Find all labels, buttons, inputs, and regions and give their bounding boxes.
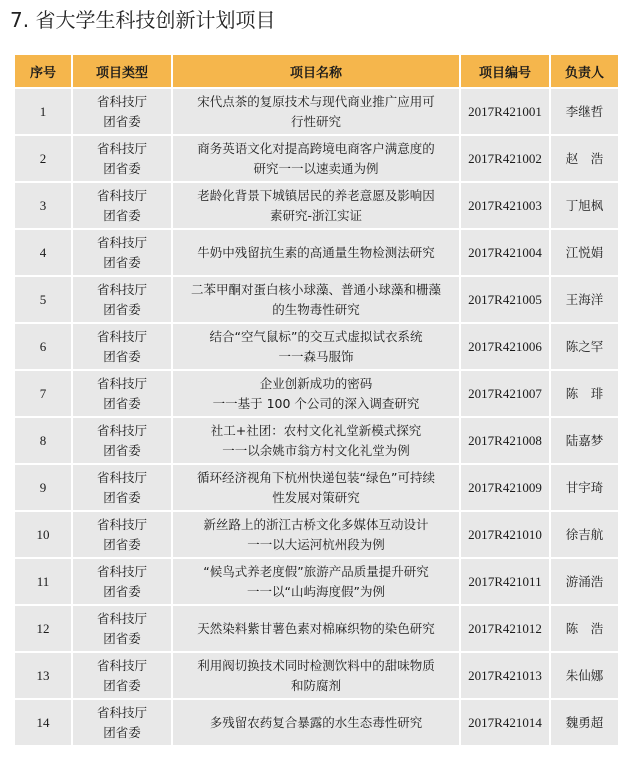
project-leader: 朱仙娜 [551,653,618,698]
project-code: 2017R421003 [461,183,549,228]
row-index: 2 [15,136,71,181]
project-type-line: 团省委 [103,583,141,599]
table-row [15,371,618,416]
project-leader: 王海洋 [551,277,618,322]
project-type-line: 省科技厅 [96,93,147,109]
table-row [15,230,618,275]
project-name-line: 一一以大运河杭州段为例 [247,536,385,552]
row-index: 3 [15,183,71,228]
project-name-line: 商务英语文化对提高跨境电商客户满意度的 [197,140,435,156]
project-code: 2017R421014 [461,700,549,745]
table-row [15,653,618,698]
project-leader: 甘宇琦 [551,465,618,510]
project-type-cell [73,512,171,557]
project-type-line: 省科技厅 [96,422,147,438]
project-name-line: 多残留农药复合暴露的水生态毒性研究 [209,714,423,730]
project-name-cell [173,512,459,557]
project-type-cell [73,324,171,369]
project-code: 2017R421011 [461,559,549,604]
table-row [15,89,618,134]
project-code: 2017R421012 [461,606,549,651]
table-row [15,277,618,322]
project-type-line: 团省委 [103,630,141,646]
project-code: 2017R421001 [461,89,549,134]
project-name-line: 一一以“山屿海度假”为例 [247,583,385,599]
project-name-line: “候鸟式养老度假”旅游产品质量提升研究 [203,563,429,579]
row-index: 4 [15,230,71,275]
column-header-leader: 负责人 [551,55,618,87]
project-code: 2017R421004 [461,230,549,275]
project-name-cell [173,136,459,181]
project-leader: 江悦娟 [551,230,618,275]
project-code: 2017R421013 [461,653,549,698]
project-name-cell [173,277,459,322]
project-type-line: 省科技厅 [96,281,147,297]
row-index: 5 [15,277,71,322]
project-leader: 徐吉航 [551,512,618,557]
project-name-line: 企业创新成功的密码 [259,375,373,391]
project-type-cell [73,230,171,275]
project-type-line: 省科技厅 [96,610,147,626]
project-type-line: 省科技厅 [96,469,147,485]
project-name-line: 天然染料紫甘薯色素对棉麻织物的染色研究 [197,620,435,636]
table-row [15,512,618,557]
project-type-cell [73,606,171,651]
project-type-line: 团省委 [103,113,141,129]
project-code: 2017R421008 [461,418,549,463]
project-name-line: 循环经济视角下杭州快递包装“绿色”可持续 [197,469,435,485]
row-index: 12 [15,606,71,651]
table-row [15,465,618,510]
project-type-line: 省科技厅 [96,140,147,156]
project-leader: 魏勇超 [551,700,618,745]
table-header-row [15,55,618,87]
project-name-line: 一一森马服饰 [278,348,354,364]
project-type-cell [73,183,171,228]
project-type-line: 团省委 [103,724,141,740]
project-type-line: 团省委 [103,207,141,223]
project-name-line: 研究一一以速卖通为例 [253,160,379,176]
project-type-line: 省科技厅 [96,563,147,579]
table-body [15,89,618,745]
project-type-cell [73,371,171,416]
project-type-line: 团省委 [103,677,141,693]
row-index: 13 [15,653,71,698]
project-type-line: 团省委 [103,395,141,411]
row-index: 10 [15,512,71,557]
project-type-line: 团省委 [103,301,141,317]
project-type-line: 团省委 [103,536,141,552]
table-row [15,183,618,228]
project-name-line: 一一基于 100 个公司的深入调查研究 [212,395,420,411]
project-name-cell [173,559,459,604]
project-code: 2017R421009 [461,465,549,510]
project-code: 2017R421002 [461,136,549,181]
project-type-line: 团省委 [103,254,141,270]
project-name-line: 二苯甲酮对蛋白核小球藻、普通小球藻和栅藻 [190,281,441,297]
project-name-cell [173,606,459,651]
table-row [15,559,618,604]
project-name-line: 社工+社团：农村文化礼堂新模式探究 [210,422,422,438]
project-name-cell [173,230,459,275]
column-header-code: 项目编号 [461,55,549,87]
project-type-cell [73,700,171,745]
section-title: 7. 省大学生科技创新计划项目 [10,8,276,32]
row-index: 6 [15,324,71,369]
project-leader: 赵 浩 [551,136,618,181]
project-leader: 李继哲 [551,89,618,134]
project-name-line: 素研究-浙江实证 [269,207,362,223]
project-leader: 游涌浩 [551,559,618,604]
projects-table [13,53,620,747]
project-type-cell [73,277,171,322]
project-name-cell [173,465,459,510]
project-type-line: 团省委 [103,160,141,176]
project-type-cell [73,653,171,698]
project-name-cell [173,324,459,369]
project-type-line: 团省委 [103,442,141,458]
project-type-line: 省科技厅 [96,657,147,673]
project-type-cell [73,559,171,604]
row-index: 7 [15,371,71,416]
row-index: 8 [15,418,71,463]
table-row [15,418,618,463]
project-name-line: 牛奶中残留抗生素的高通量生物检测法研究 [197,244,435,260]
project-leader: 陈 琲 [551,371,618,416]
project-name-line: 行性研究 [290,113,341,129]
project-type-line: 省科技厅 [96,375,147,391]
project-name-line: 一一以余姚市翁方村文化礼堂为例 [222,442,410,458]
row-index: 14 [15,700,71,745]
project-name-line: 老龄化背景下城镇居民的养老意愿及影响因 [197,187,435,203]
project-name-cell [173,183,459,228]
table-row [15,324,618,369]
table-row [15,136,618,181]
project-type-cell [73,89,171,134]
project-name-line: 新丝路上的浙江古桥文化多媒体互动设计 [203,516,429,532]
project-type-line: 省科技厅 [96,704,147,720]
column-header-name: 项目名称 [173,55,459,87]
project-name-line: 结合“空气鼠标”的交互式虚拟试衣系统 [209,328,423,344]
project-type-line: 省科技厅 [96,187,147,203]
project-leader: 丁旭枫 [551,183,618,228]
table-row [15,606,618,651]
project-code: 2017R421007 [461,371,549,416]
row-index: 1 [15,89,71,134]
project-type-line: 团省委 [103,489,141,505]
project-code: 2017R421010 [461,512,549,557]
project-name-line: 和防腐剂 [290,677,341,693]
project-leader: 陈之罕 [551,324,618,369]
project-name-line: 性发展对策研究 [272,489,360,505]
project-code: 2017R421006 [461,324,549,369]
project-name-line: 的生物毒性研究 [272,301,360,317]
project-name-line: 利用阀切换技术同时检测饮料中的甜味物质 [197,657,435,673]
project-name-cell [173,653,459,698]
project-type-cell [73,465,171,510]
project-type-line: 省科技厅 [96,516,147,532]
project-leader: 陈 浩 [551,606,618,651]
column-header-index: 序号 [15,55,71,87]
row-index: 11 [15,559,71,604]
project-type-line: 团省委 [103,348,141,364]
column-header-type: 项目类型 [73,55,171,87]
project-type-cell [73,418,171,463]
project-name-cell [173,418,459,463]
row-index: 9 [15,465,71,510]
project-name-cell [173,89,459,134]
project-code: 2017R421005 [461,277,549,322]
table-row [15,700,618,745]
project-name-cell [173,700,459,745]
project-type-line: 省科技厅 [96,234,147,250]
project-leader: 陆嘉梦 [551,418,618,463]
project-name-cell [173,371,459,416]
project-name-line: 宋代点茶的复原技术与现代商业推广应用可 [197,93,435,109]
project-type-line: 省科技厅 [96,328,147,344]
project-type-cell [73,136,171,181]
